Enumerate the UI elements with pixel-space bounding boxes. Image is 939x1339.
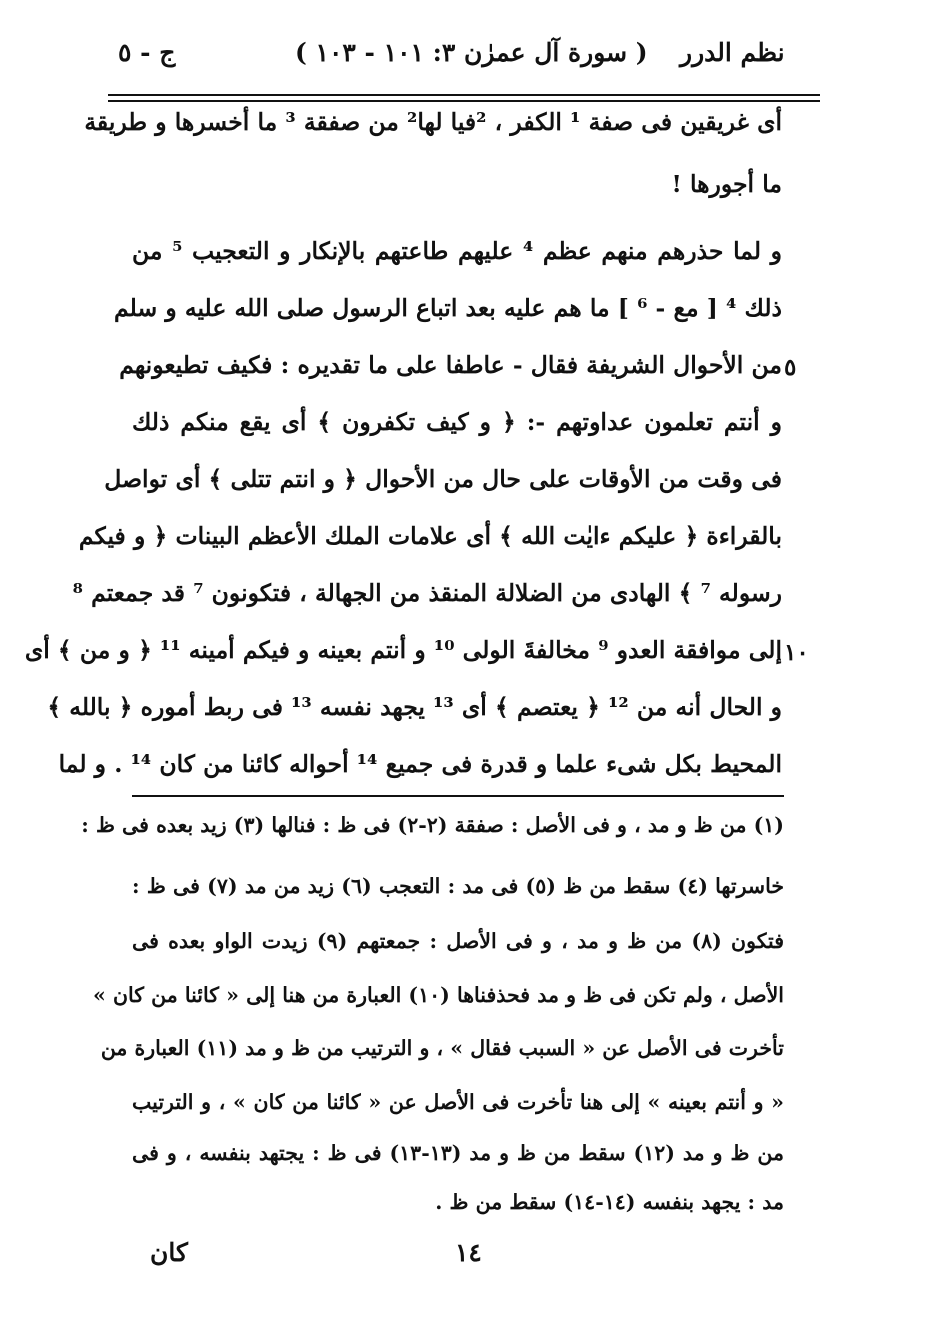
footnote-separator — [132, 795, 784, 797]
catchword: كان — [150, 1238, 188, 1267]
line-number-5: ٥ — [784, 354, 797, 381]
header-rule-top — [108, 94, 820, 96]
body-line-10: إلى موافقة العدو ⁹ مخالفةَ الولى ¹⁰ و أنتم بعينه و فيكم أمينه ¹¹ ﴿ و من ﴾ أى — [24, 636, 782, 664]
body-line-12: المحيط بكل شىء علما و قدرة فى جميع ¹⁴ أحواله كائنا من كان ¹⁴ . و لما — [58, 750, 782, 778]
page-number: ١٤ — [455, 1238, 482, 1267]
footnote-line-2: خاسرتها (٤) سقط من ظ (٥) فى مد : التعجب (٦) زيد من مد (٧) فى ظ : — [132, 874, 784, 898]
footnote-line-1: (١) من ظ و مد ، و فى الأصل : صفقة (٢-٢) فى ظ : فنالها (٣) زيد بعده فى ظ : — [81, 813, 784, 837]
footnote-line-4: الأصل ، ولم تكن فى ظ و مد فحذفناها (١٠) العبارة من هنا إلى « كائنا من كان » — [93, 983, 784, 1007]
surah-reference: ( سورة آل عمرٰن ٣: ١٠١ - ١٠٣ ) — [295, 38, 648, 67]
footnote-line-6: « و أنتم بعينه » إلى هنا تأخرت فى الأصل عن « كائنا من كان » ، و الترتيب — [132, 1090, 784, 1114]
footnote-line-8: مد : يجهد بنفسه (١٤-١٤) سقط من ظ . — [435, 1190, 784, 1214]
body-line-7: فى وقت من الأوقات على حال من الأحوال ﴿ و انتم تتلى ﴾ أى تواصل — [104, 465, 782, 493]
body-line-2: ما أجورها ! — [671, 170, 782, 198]
body-line-11: و الحال أنه من ¹² ﴿ يعتصم ﴾ أى ¹³ يجهد نفسه ¹³ فى ربط أموره ﴿ بالله ﴾ — [47, 693, 782, 721]
footnote-line-3: فتكون (٨) من ظ و مد ، و فى الأصل : جمعتهم (٩) زيدت الواو بعده فى — [132, 929, 784, 953]
body-line-6: و أنتم تعلمون عداوتهم -: ﴿ و كيف تكفرون ﴾ أى يقع منكم ذلك — [132, 408, 782, 436]
line-number-10: ١٠ — [784, 639, 809, 666]
body-line-4: ذلك ⁴ [ مع - ⁶ ] ما هم عليه بعد اتباع الرسول صلى الله عليه و سلم — [114, 294, 782, 322]
header-rule-bottom — [108, 100, 820, 102]
body-line-5: من الأحوال الشريفة فقال - عاطفا على ما تقديره : فكيف تطيعونهم — [119, 351, 782, 379]
book-title: نظم الدرر — [680, 38, 785, 67]
body-line-8: بالقراءة ﴿ عليكم ءايٰت الله ﴾ أى علامات الملك الأعظم البينات ﴿ و فيكم — [78, 522, 782, 550]
volume-label: ج - ٥ — [118, 38, 176, 67]
body-line-3: و لما حذرهم منهم عظم ⁴ عليهم طاعتهم بالإنكار و التعجيب ⁵ من — [132, 237, 782, 265]
body-line-9: رسوله ⁷ ﴾ الهادى من الضلالة المنقذ من الجهالة ، فتكونون ⁷ قد جمعتم ⁸ — [72, 579, 782, 607]
footnote-line-5: تأخرت فى الأصل عن « السبب فقال » ، و الترتيب من ظ و مد (١١) العبارة من — [100, 1036, 784, 1060]
body-line-1: أى غريقين فى صفة ¹ الكفر ، ²فيا لها² من صفقة ³ ما أخسرها و طريقة — [84, 108, 782, 136]
footnote-line-7: من ظ و مد (١٢) سقط من ظ و مد (١٣-١٣) فى ظ : يجتهد بنفسه ، و فى — [132, 1141, 784, 1165]
